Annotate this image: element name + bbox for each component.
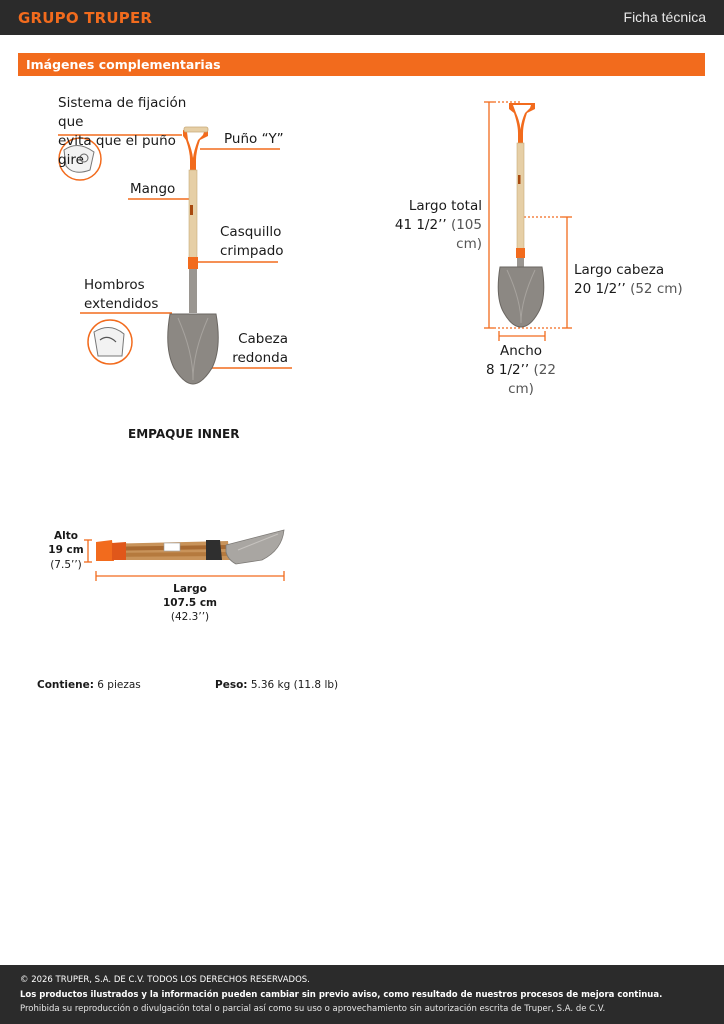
label-handle: Mango — [130, 181, 176, 197]
footer-prohibition: Prohibida su reproducción o divulgación total o parcial así como su uso o aprovechamiento sin autorización escrita de Truper, S.A. de C.V. — [20, 1004, 606, 1014]
total-length-cm: (105 cm) — [450, 217, 482, 252]
label-total-length: Largo total 41 1/2’’ (105 cm) — [394, 198, 482, 252]
label-round-head: Cabeza redonda — [232, 331, 288, 366]
package-length-label: Largo 107.5 cm — [162, 583, 218, 609]
section-title: Imágenes complementarias — [26, 57, 221, 72]
width-cm: (22 cm) — [508, 362, 556, 397]
package-height-label: Alto 19 cm — [48, 530, 84, 556]
page-header — [0, 0, 724, 35]
footer-copyright: © 2026 TRUPER, S.A. DE C.V. TODOS LOS DERECHOS RESERVADOS. — [20, 975, 310, 985]
label-width: Ancho 8 1/2’’ (22 cm) — [486, 343, 556, 397]
spec-contains — [37, 679, 141, 691]
shovel-dimensions-illustration — [470, 95, 580, 345]
label-head-length: Largo cabeza 20 1/2’’ (52 cm) — [574, 262, 683, 297]
brand-logo: GRUPO TRUPER — [18, 9, 153, 27]
head-length-inches: 20 1/2’’ — [574, 281, 626, 297]
label-y-grip: Puño “Y” — [224, 131, 284, 147]
document-type: Ficha técnica — [623, 9, 706, 25]
width-inches: 8 1/2’’ — [486, 362, 530, 378]
label-crimped-ferrule: Casquillo crimpado — [220, 224, 284, 259]
weight-label: Peso: — [215, 679, 248, 691]
head-length-cm: (52 cm) — [630, 281, 683, 297]
package-illustration — [80, 525, 295, 585]
spec-weight — [215, 679, 338, 691]
contains-label: Contiene: — [37, 679, 94, 691]
weight-value: 5.36 kg (11.8 lb) — [250, 679, 339, 691]
package-height-inches: (7.5’’) — [50, 559, 82, 571]
page-footer — [0, 965, 724, 1024]
package-title: EMPAQUE INNER — [128, 427, 240, 441]
total-length-inches: 41 1/2’’ — [394, 217, 447, 233]
label-extended-shoulders: Hombros extendidos — [84, 277, 159, 312]
shoulders-detail-circle — [88, 320, 132, 364]
contains-value: 6 piezas — [97, 679, 141, 691]
package-length-inches: (42.3’’) — [170, 611, 210, 623]
footer-notice: Los productos ilustrados y la información pueden cambiar sin previo aviso, como resultado de nuestros procesos de mejora continua. — [20, 990, 663, 1000]
label-fixing-system: Sistema de fijación que evita que el puño gire — [58, 95, 187, 168]
section-header — [18, 53, 705, 76]
